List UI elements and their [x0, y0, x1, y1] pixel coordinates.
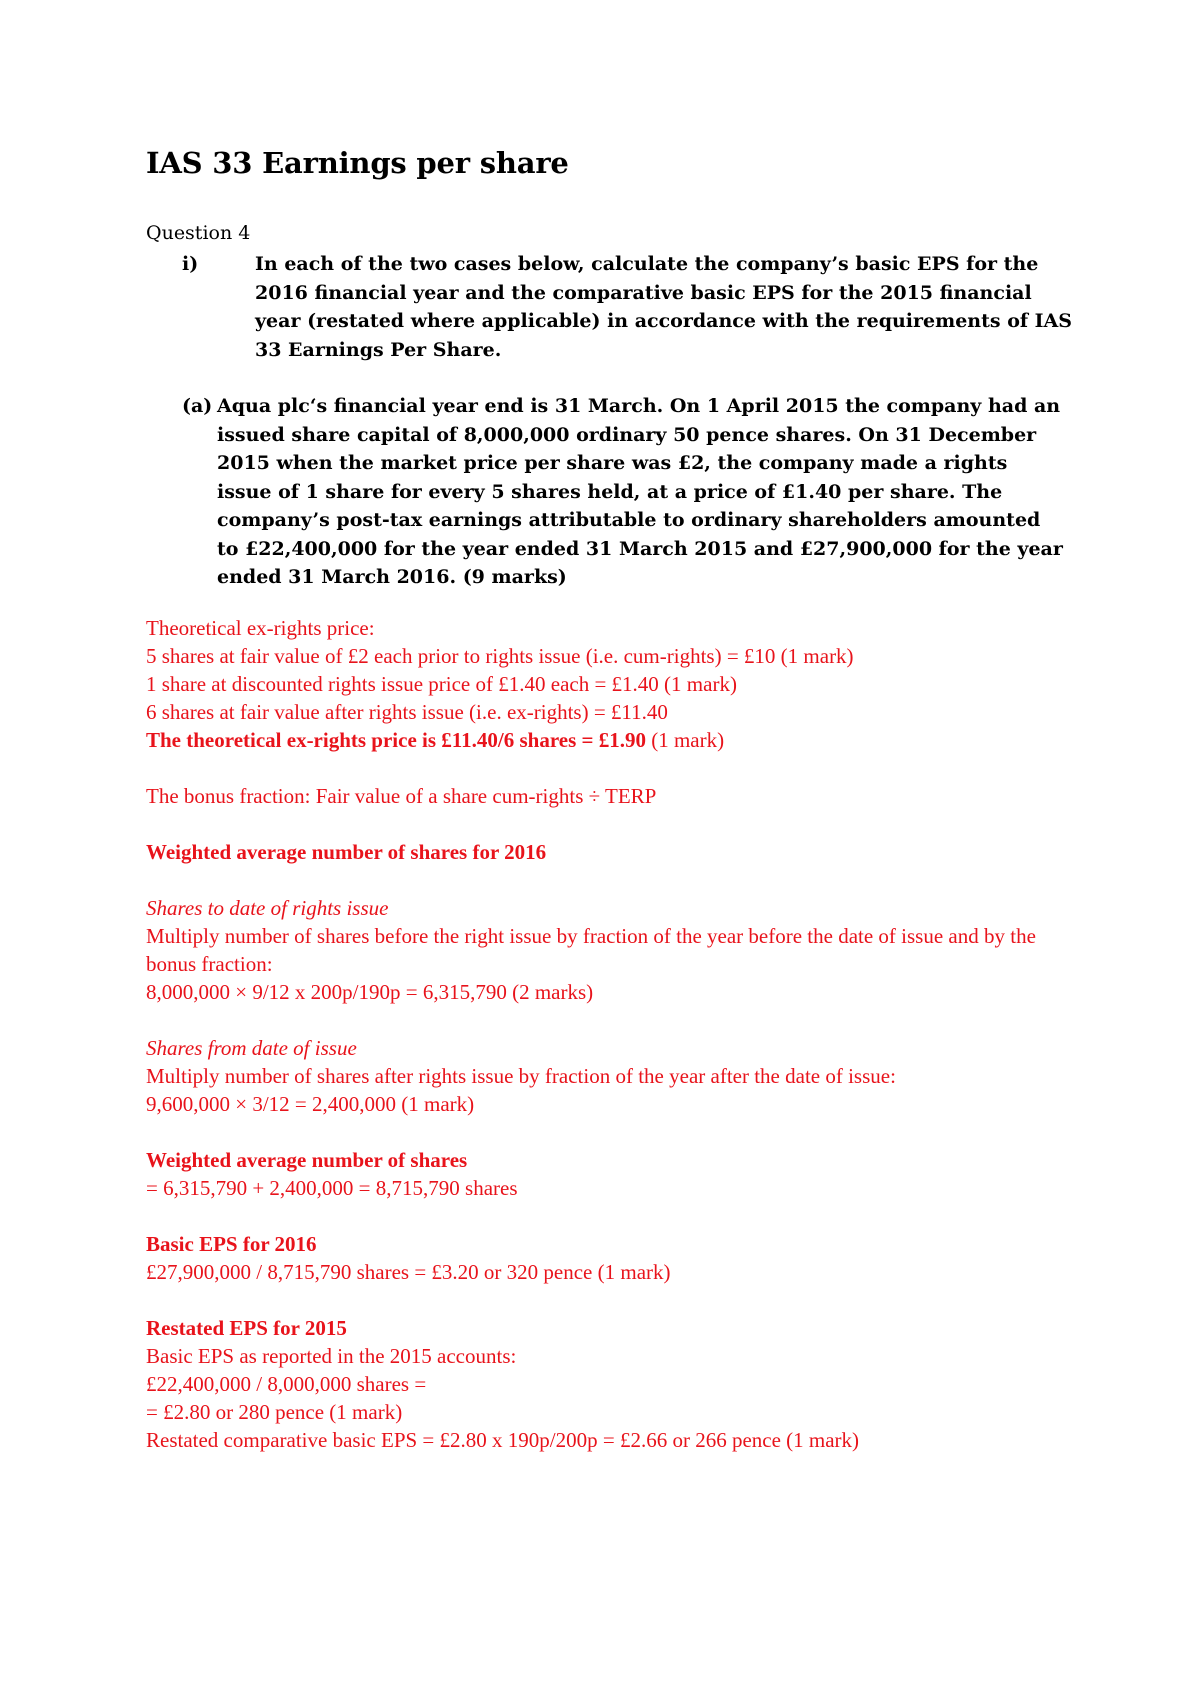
shares-to-date-calc: 8,000,000 × 9/12 x 200p/190p = 6,315,790 (2 marks)	[146, 980, 594, 1004]
eps-2015-line-2: £22,400,000 / 8,000,000 shares =	[146, 1372, 427, 1396]
terp-heading: Theoretical ex-rights price:	[146, 616, 375, 640]
weighted-2016-heading: Weighted average number of shares for 2016	[146, 840, 547, 864]
eps-2015-section	[146, 1314, 1066, 1454]
shares-to-date-section	[146, 894, 1066, 1006]
weighted-total-section	[146, 1146, 1066, 1202]
document-title: IAS 33 Earnings per share	[146, 146, 569, 180]
eps-2015-line-1: Basic EPS as reported in the 2015 accounts:	[146, 1344, 517, 1368]
part-instructions: In each of the two cases below, calculate the company’s basic EPS for the 2016 financial year and the comparative basic EPS for the 2015 financial year (restated where applicable) in accordance with the requirements of IAS 33 Earnings Per Share.	[255, 253, 1073, 361]
shares-from-date-calc: 9,600,000 × 3/12 = 2,400,000 (1 mark)	[146, 1092, 475, 1116]
eps-2015-line-3: = £2.80 or 280 pence (1 mark)	[146, 1400, 403, 1424]
eps-2015-line-4: Restated comparative basic EPS = £2.80 x 190p/200p = £2.66 or 266 pence (1 mark)	[146, 1428, 860, 1452]
weighted-total-heading: Weighted average number of shares	[146, 1148, 468, 1172]
eps-2015-heading: Restated EPS for 2015	[146, 1316, 347, 1340]
weighted-total-calc: = 6,315,790 + 2,400,000 = 8,715,790 shares	[146, 1176, 518, 1200]
terp-result	[146, 726, 1066, 754]
eps-2016-calc: £27,900,000 / 8,715,790 shares = £3.20 or 320 pence (1 mark)	[146, 1260, 671, 1284]
terp-result-bold: The theoretical ex-rights price is £11.40/6 shares = £1.90	[146, 728, 646, 752]
terp-result-mark: (1 mark)	[645, 728, 725, 752]
shares-from-date-text: Multiply number of shares after rights issue by fraction of the year after the date of issue:	[146, 1064, 896, 1088]
terp-line-2: 1 share at discounted rights issue price of £1.40 each = £1.40 (1 mark)	[146, 672, 737, 696]
terp-section	[146, 614, 1066, 754]
shares-to-date-heading: Shares to date of rights issue	[146, 896, 389, 920]
terp-line-1: 5 shares at fair value of £2 each prior to rights issue (i.e. cum-rights) = £10 (1 mark)	[146, 644, 854, 668]
shares-to-date-text: Multiply number of shares before the right issue by fraction of the year before the date of issue and by the bonus fraction:	[146, 924, 1036, 976]
question-label: Question 4	[146, 222, 251, 244]
shares-from-date-section	[146, 1034, 1066, 1118]
eps-2016-section	[146, 1230, 1066, 1286]
case-description: Aqua plc‘s financial year end is 31 March. On 1 April 2015 the company had an issued share capital of 8,000,000 ordinary 50 pence shares. On 31 December 2015 when the market price per share was £2, the company made a rights issue of 1 share for every 5 shares held, at a price of £1.40 per share. The company’s post-tax earnings attributable to ordinary shareholders amounted to £22,400,000 for the year ended 31 March 2015 and £27,900,000 for the year ended 31 March 2016. (9 marks)	[217, 395, 1063, 588]
bonus-fraction: The bonus fraction: Fair value of a share cum-rights ÷ TERP	[146, 784, 657, 808]
shares-from-date-heading: Shares from date of issue	[146, 1036, 357, 1060]
eps-2016-heading: Basic EPS for 2016	[146, 1232, 317, 1256]
case-label: (a)	[182, 395, 213, 417]
part-number: i)	[182, 253, 199, 275]
terp-line-3: 6 shares at fair value after rights issue (i.e. ex-rights) = £11.40	[146, 700, 668, 724]
